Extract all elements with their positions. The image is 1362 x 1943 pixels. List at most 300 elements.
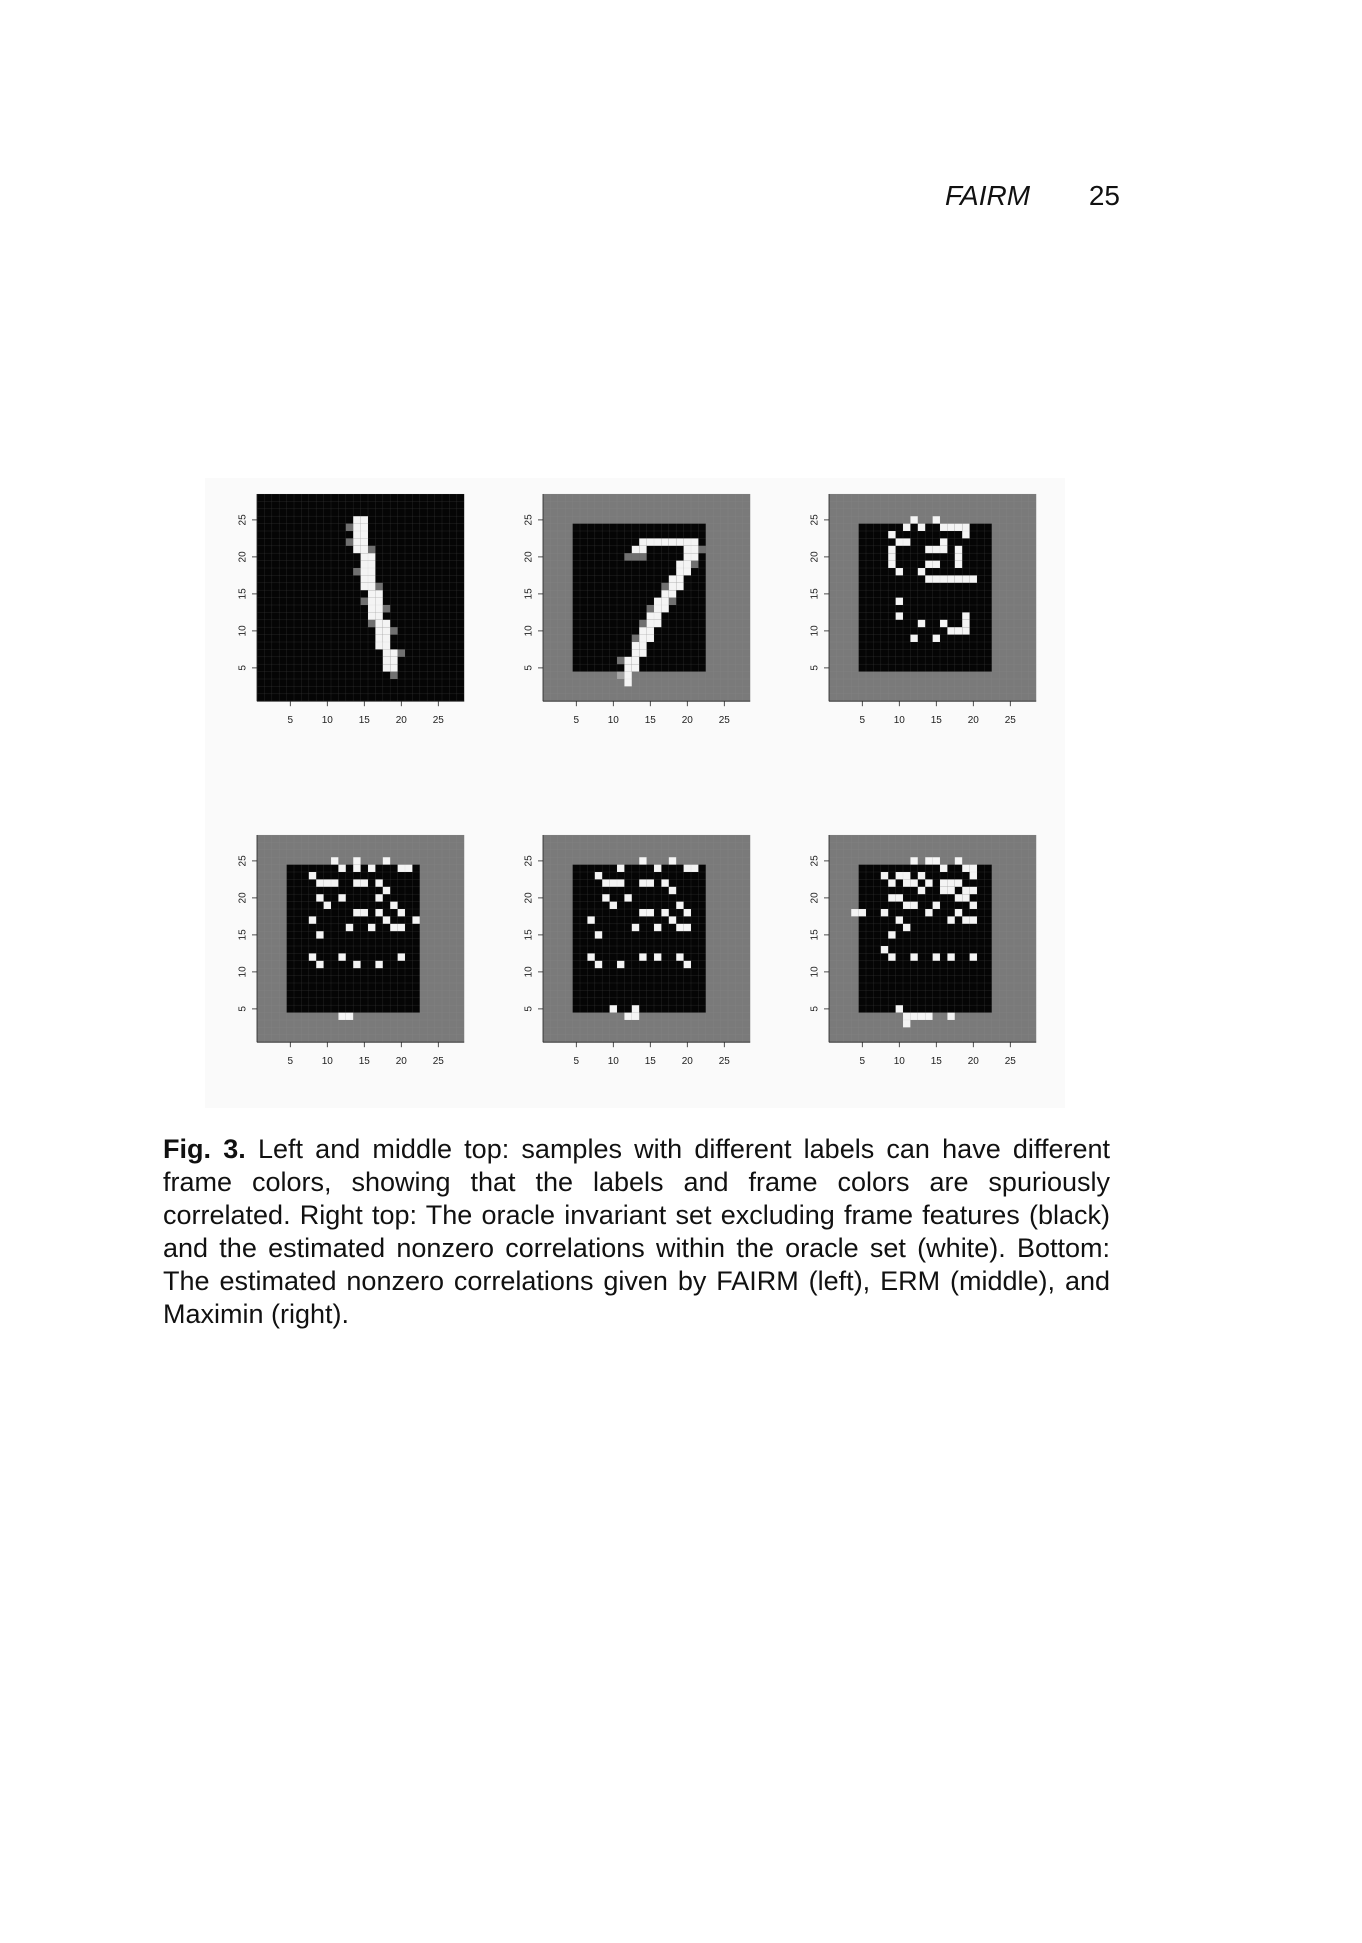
pixel — [639, 538, 646, 545]
pixel — [955, 524, 962, 531]
pixel — [881, 909, 888, 916]
pixel — [661, 909, 668, 916]
pixel — [639, 879, 646, 886]
pixel — [361, 575, 368, 582]
pixel — [918, 568, 925, 575]
y-tick-label: 20 — [523, 551, 535, 563]
pixel — [881, 872, 888, 879]
x-tick-label: 20 — [681, 1056, 693, 1068]
panel-digit-one — [205, 478, 475, 750]
pixel — [947, 575, 954, 582]
pixel — [617, 865, 624, 872]
pixel — [316, 931, 323, 938]
pixel — [383, 857, 390, 864]
soft-pixel — [624, 553, 631, 560]
y-tick-label: 10 — [237, 966, 249, 978]
pixel — [962, 531, 969, 538]
pixel — [910, 857, 917, 864]
pixel — [947, 627, 954, 634]
pixel — [669, 590, 676, 597]
pixel — [654, 865, 661, 872]
pixel — [375, 627, 382, 634]
pixel — [353, 865, 360, 872]
pixel — [940, 620, 947, 627]
pixel — [639, 953, 646, 960]
pixel — [940, 524, 947, 531]
pixel — [595, 931, 602, 938]
panel-erm — [491, 819, 761, 1091]
pixel — [684, 865, 691, 872]
pixel — [888, 561, 895, 568]
pixel — [383, 642, 390, 649]
pixel — [390, 649, 397, 656]
pixel — [383, 916, 390, 923]
pixel — [390, 657, 397, 664]
caption-text: Left and middle top: samples with different labels can have different frame colors, showing that the labels and frame colors are spuriously correlated. Right top: The oracle invariant set excluding frame features (black) and the estimated nonzero correlations within the oracle set (white). Bottom: The estimated nonzero correlations given by FAIRM (left), ERM (middle), and Maximin (right). — [163, 1134, 1110, 1329]
pixel — [647, 620, 654, 627]
pixel — [888, 553, 895, 560]
pixel — [405, 865, 412, 872]
x-tick-label: 10 — [893, 1056, 905, 1068]
soft-pixel — [368, 620, 375, 627]
pixel — [676, 575, 683, 582]
x-tick-label: 5 — [573, 1056, 580, 1068]
pixel — [933, 516, 940, 523]
pixel — [654, 598, 661, 605]
pixel — [910, 902, 917, 909]
pixel — [888, 953, 895, 960]
page-number: 25 — [1088, 180, 1120, 211]
pixel — [632, 657, 639, 664]
pixel — [375, 612, 382, 619]
pixel — [309, 953, 316, 960]
pixel — [375, 642, 382, 649]
soft-pixel — [647, 605, 654, 612]
pixel — [896, 538, 903, 545]
pixel — [888, 894, 895, 901]
pixel — [970, 872, 977, 879]
pixel — [361, 546, 368, 553]
pixel — [353, 546, 360, 553]
pixel — [338, 894, 345, 901]
pixel — [375, 879, 382, 886]
y-tick-label: 25 — [237, 514, 249, 526]
pixel — [947, 524, 954, 531]
y-tick-label: 15 — [523, 929, 535, 941]
pixel — [375, 909, 382, 916]
pixel — [624, 672, 631, 679]
pixel — [398, 865, 405, 872]
x-tick-label: 25 — [432, 715, 444, 727]
pixel — [602, 894, 609, 901]
pixel — [691, 865, 698, 872]
pixel — [368, 598, 375, 605]
pixel — [933, 953, 940, 960]
pixel — [610, 879, 617, 886]
pixel — [669, 857, 676, 864]
y-tick-label: 10 — [523, 966, 535, 978]
pixel — [970, 916, 977, 923]
soft-pixel — [632, 553, 639, 560]
panel-fairm — [205, 819, 475, 1091]
y-tick-label: 25 — [523, 855, 535, 867]
pixel — [610, 902, 617, 909]
pixel — [661, 879, 668, 886]
pixel — [624, 657, 631, 664]
pixel — [661, 590, 668, 597]
x-tick-label: 20 — [967, 715, 979, 727]
y-tick-label: 25 — [809, 855, 821, 867]
pixel — [676, 583, 683, 590]
pixel — [684, 546, 691, 553]
x-tick-label: 20 — [395, 715, 407, 727]
pixel — [925, 575, 932, 582]
pixel — [361, 516, 368, 523]
x-tick-label: 25 — [1004, 715, 1016, 727]
pixel — [398, 953, 405, 960]
pixel — [691, 538, 698, 545]
y-tick-label: 20 — [523, 892, 535, 904]
y-tick-label: 25 — [523, 514, 535, 526]
pixel — [940, 865, 947, 872]
pixel — [962, 916, 969, 923]
pixel — [412, 916, 419, 923]
pixel — [383, 620, 390, 627]
pixel — [639, 546, 646, 553]
pixel — [361, 538, 368, 545]
soft-pixel — [346, 524, 353, 531]
x-tick-label: 15 — [358, 1056, 370, 1068]
pixel — [962, 865, 969, 872]
pixel — [925, 857, 932, 864]
pixel — [624, 894, 631, 901]
pixel — [353, 961, 360, 968]
pixel — [383, 649, 390, 656]
pixel — [684, 924, 691, 931]
pixel — [955, 879, 962, 886]
y-tick-label: 10 — [809, 625, 821, 637]
pixel — [353, 531, 360, 538]
pixel — [933, 561, 940, 568]
soft-pixel — [398, 649, 405, 656]
pixel — [654, 538, 661, 545]
figure-3 — [205, 478, 1065, 1108]
soft-pixel — [617, 657, 624, 664]
soft-pixel — [346, 538, 353, 545]
y-tick-label: 20 — [809, 892, 821, 904]
pixel — [918, 887, 925, 894]
pixel — [368, 575, 375, 582]
x-tick-label: 5 — [859, 715, 866, 727]
pixel — [684, 961, 691, 968]
soft-pixel — [691, 561, 698, 568]
x-tick-label: 5 — [859, 1056, 866, 1068]
pixel — [970, 865, 977, 872]
pixel — [331, 857, 338, 864]
pixel — [368, 924, 375, 931]
pixel — [361, 909, 368, 916]
pixel — [903, 1020, 910, 1027]
soft-pixel — [375, 583, 382, 590]
pixel — [970, 575, 977, 582]
pixel — [669, 916, 676, 923]
pixel — [970, 953, 977, 960]
y-tick-label: 15 — [809, 588, 821, 600]
pixel — [955, 857, 962, 864]
pixel — [353, 516, 360, 523]
y-tick-label: 10 — [809, 966, 821, 978]
pixel — [632, 924, 639, 931]
x-tick-label: 20 — [967, 1056, 979, 1068]
pixel — [955, 561, 962, 568]
pixel — [851, 909, 858, 916]
x-tick-label: 15 — [930, 715, 942, 727]
pixel — [309, 916, 316, 923]
pixel — [970, 887, 977, 894]
pixel — [669, 887, 676, 894]
pixel — [624, 679, 631, 686]
soft-pixel — [353, 568, 360, 575]
y-tick-label: 20 — [237, 892, 249, 904]
pixel — [955, 894, 962, 901]
pixel — [587, 953, 594, 960]
soft-pixel — [368, 546, 375, 553]
pixel — [624, 664, 631, 671]
x-tick-label: 5 — [287, 1056, 294, 1068]
pixel — [639, 642, 646, 649]
pixel — [955, 627, 962, 634]
soft-pixel — [698, 546, 705, 553]
pixel — [940, 575, 947, 582]
soft-pixel — [361, 598, 368, 605]
pixel — [654, 620, 661, 627]
pixel — [888, 879, 895, 886]
pixel — [962, 627, 969, 634]
soft-pixel — [669, 598, 676, 605]
pixel — [925, 909, 932, 916]
pixel — [595, 961, 602, 968]
pixel — [910, 1013, 917, 1020]
running-header — [900, 180, 1120, 216]
soft-pixel — [639, 620, 646, 627]
pixel — [346, 924, 353, 931]
pixel — [903, 872, 910, 879]
pixel — [587, 916, 594, 923]
pixel — [353, 538, 360, 545]
x-tick-label: 15 — [930, 1056, 942, 1068]
pixel — [383, 627, 390, 634]
pixel — [910, 953, 917, 960]
pixel — [647, 627, 654, 634]
pixel — [684, 553, 691, 560]
y-tick-label: 25 — [237, 855, 249, 867]
pixel — [610, 1005, 617, 1012]
pixel — [595, 872, 602, 879]
pixel — [654, 924, 661, 931]
pixel — [896, 568, 903, 575]
y-tick-label: 5 — [237, 665, 249, 671]
pixel — [955, 553, 962, 560]
x-tick-label: 5 — [573, 715, 580, 727]
pixel — [940, 887, 947, 894]
y-tick-label: 5 — [237, 1006, 249, 1012]
y-tick-label: 10 — [237, 625, 249, 637]
caption-label: Fig. 3. — [163, 1134, 246, 1164]
pixel — [398, 924, 405, 931]
pixel — [955, 546, 962, 553]
pixel — [375, 635, 382, 642]
x-tick-label: 25 — [718, 715, 730, 727]
pixel — [338, 865, 345, 872]
pixel — [390, 664, 397, 671]
pixel — [684, 538, 691, 545]
pixel — [654, 605, 661, 612]
pixel — [647, 612, 654, 619]
pixel — [338, 1013, 345, 1020]
soft-pixel — [383, 605, 390, 612]
pixel — [962, 887, 969, 894]
pixel — [375, 598, 382, 605]
pixel — [654, 612, 661, 619]
pixel — [859, 909, 866, 916]
pixel — [624, 1013, 631, 1020]
pixel — [933, 635, 940, 642]
pixel — [390, 902, 397, 909]
pixel — [940, 879, 947, 886]
x-tick-label: 25 — [718, 1056, 730, 1068]
pixel — [383, 887, 390, 894]
pixel — [353, 524, 360, 531]
pixel — [661, 598, 668, 605]
pixel — [647, 909, 654, 916]
x-tick-label: 20 — [681, 715, 693, 727]
pixel — [947, 1013, 954, 1020]
pixel — [903, 902, 910, 909]
pixel — [632, 642, 639, 649]
pixel — [368, 583, 375, 590]
y-tick-label: 20 — [237, 551, 249, 563]
pixel — [639, 857, 646, 864]
pixel — [962, 524, 969, 531]
pixel — [676, 568, 683, 575]
pixel — [684, 909, 691, 916]
pixel — [632, 649, 639, 656]
pixel — [639, 649, 646, 656]
y-tick-label: 25 — [809, 514, 821, 526]
digit-seven-sample-plot — [491, 478, 761, 750]
pixel — [903, 1013, 910, 1020]
pixel — [962, 894, 969, 901]
y-tick-label: 10 — [523, 625, 535, 637]
pixel — [309, 872, 316, 879]
pixel — [383, 635, 390, 642]
panel-maximin — [777, 819, 1047, 1091]
pixel — [933, 546, 940, 553]
pixel — [361, 568, 368, 575]
y-tick-label: 15 — [809, 929, 821, 941]
pixel — [947, 879, 954, 886]
pixel — [903, 924, 910, 931]
pixel — [918, 524, 925, 531]
pixel — [617, 961, 624, 968]
pixel — [368, 553, 375, 560]
pixel — [903, 538, 910, 545]
pixel — [353, 879, 360, 886]
y-tick-label: 15 — [237, 588, 249, 600]
x-tick-label: 10 — [893, 715, 905, 727]
pixel — [910, 879, 917, 886]
pixel — [383, 657, 390, 664]
pixel — [647, 879, 654, 886]
pixel — [676, 538, 683, 545]
pixel — [940, 538, 947, 545]
pixel — [669, 575, 676, 582]
pixel — [896, 916, 903, 923]
x-tick-label: 10 — [321, 1056, 333, 1068]
x-tick-label: 10 — [321, 715, 333, 727]
pixel — [375, 620, 382, 627]
soft-pixel — [661, 583, 668, 590]
y-tick-label: 5 — [523, 665, 535, 671]
pixel — [338, 953, 345, 960]
pixel — [331, 879, 338, 886]
pixel — [925, 879, 932, 886]
soft-pixel — [617, 672, 624, 679]
pixel — [684, 568, 691, 575]
pixel — [910, 516, 917, 523]
soft-pixel — [632, 635, 639, 642]
digit-one-sample-plot — [205, 478, 475, 750]
y-tick-label: 20 — [809, 551, 821, 563]
pixel — [632, 546, 639, 553]
erm-correlations-plot — [491, 819, 761, 1091]
pixel — [383, 664, 390, 671]
pixel — [316, 961, 323, 968]
pixel — [346, 1013, 353, 1020]
y-tick-label: 15 — [523, 588, 535, 600]
pixel — [632, 1005, 639, 1012]
pixel — [918, 872, 925, 879]
pixel — [316, 879, 323, 886]
pixel — [910, 635, 917, 642]
pixel — [881, 946, 888, 953]
pixel — [316, 894, 323, 901]
x-tick-label: 25 — [1004, 1056, 1016, 1068]
y-tick-label: 5 — [809, 665, 821, 671]
fairm-correlations-plot — [205, 819, 475, 1091]
oracle-invariant-set-plot — [777, 478, 1047, 750]
pixel — [632, 1013, 639, 1020]
pixel — [368, 605, 375, 612]
pixel — [962, 575, 969, 582]
pixel — [632, 664, 639, 671]
pixel — [888, 531, 895, 538]
pixel — [903, 524, 910, 531]
pixel — [925, 561, 932, 568]
pixel — [676, 953, 683, 960]
pixel — [955, 909, 962, 916]
pixel — [970, 902, 977, 909]
x-tick-label: 5 — [287, 715, 294, 727]
pixel — [661, 538, 668, 545]
pixel — [368, 612, 375, 619]
pixel — [368, 590, 375, 597]
pixel — [390, 924, 397, 931]
pixel — [903, 879, 910, 886]
pixel — [918, 1013, 925, 1020]
pixel — [676, 561, 683, 568]
pixel — [361, 583, 368, 590]
